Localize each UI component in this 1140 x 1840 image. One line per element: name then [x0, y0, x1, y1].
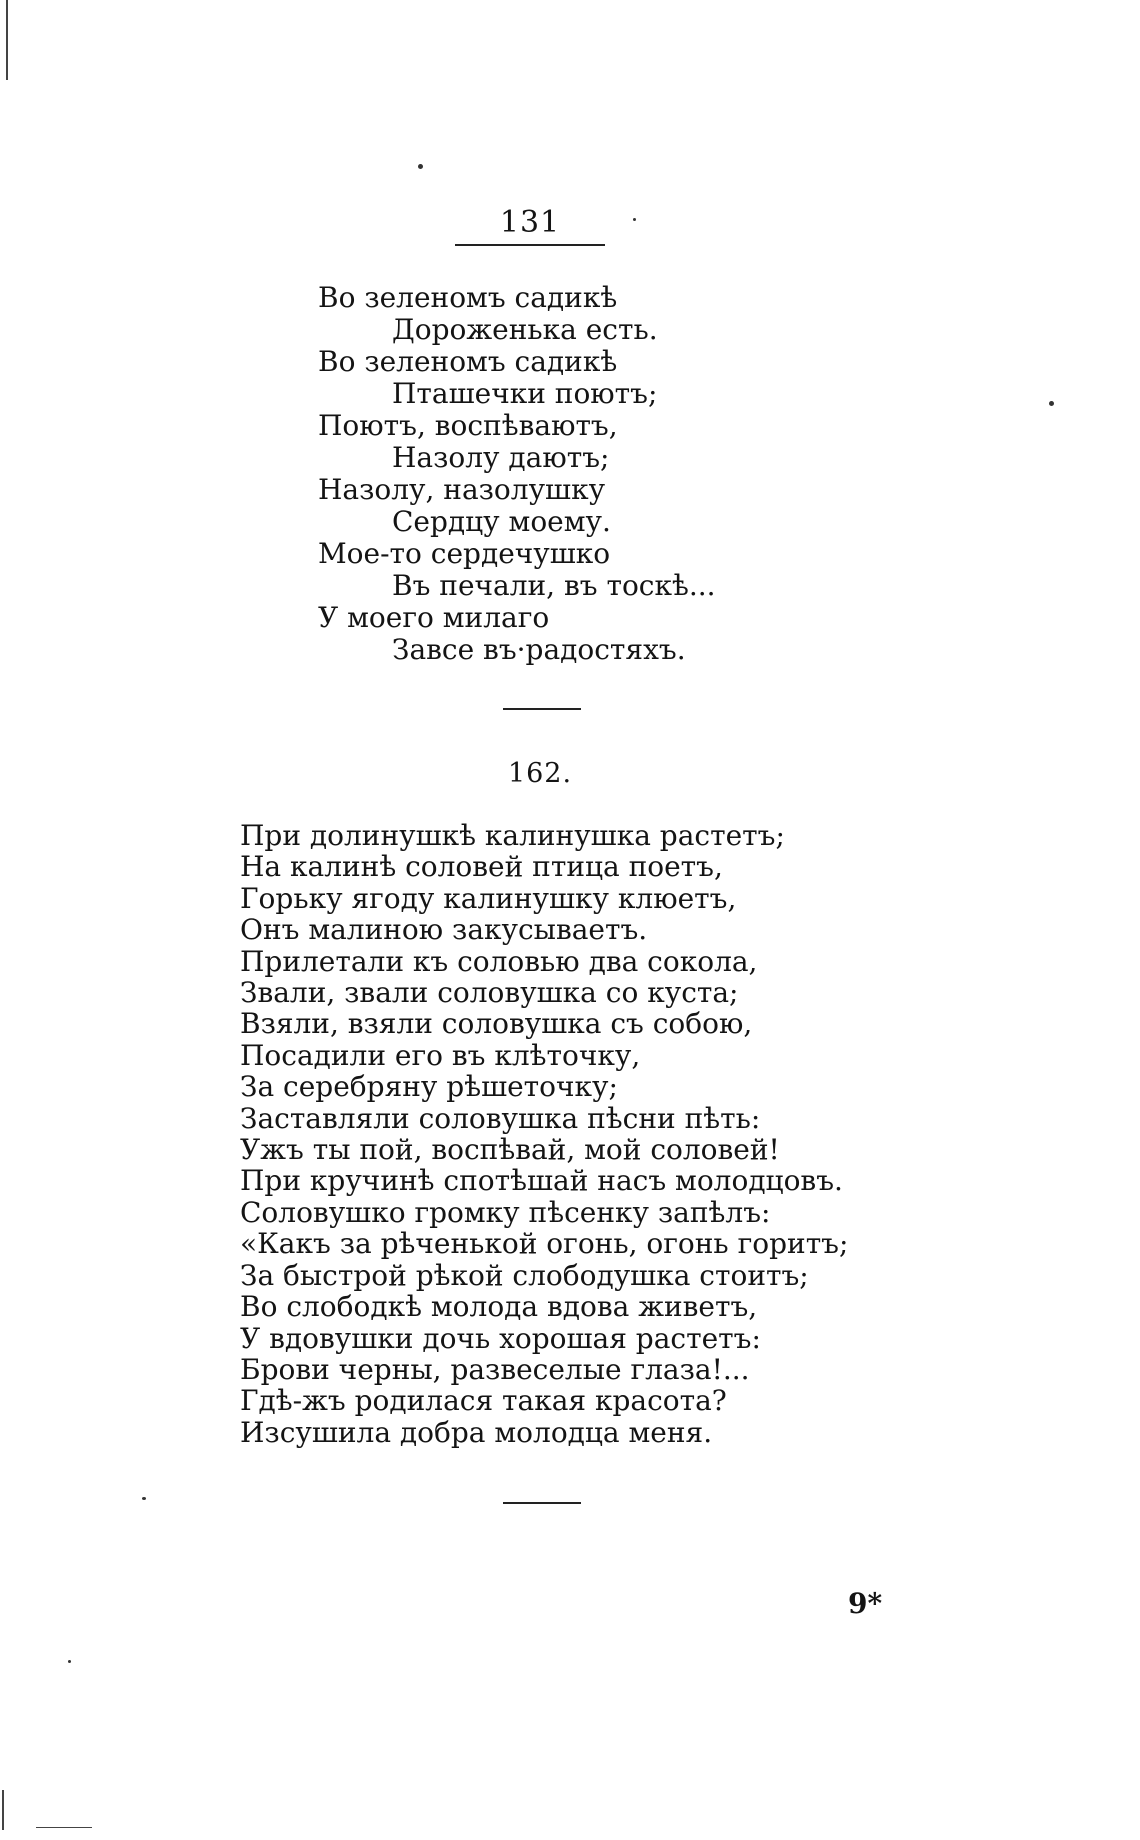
poem-line: Звали, звали соловушка со куста; [240, 976, 739, 1010]
poem-line: Завсе въ·радостяхъ. [392, 633, 686, 666]
poem-number: 162. [507, 758, 573, 789]
page-number-rule [455, 244, 605, 246]
poem-line: Ужъ ты пой, воспѣвай, мой соловей! [240, 1133, 780, 1167]
poem-line: Поютъ, воспѣваютъ, [318, 409, 618, 442]
poem-line: Во зеленомъ садикѣ [318, 345, 618, 378]
poem-line: При кручинѣ спотѣшай насъ молодцовъ. [240, 1164, 843, 1198]
poem-line: Посадили его въ клѣточку, [240, 1038, 641, 1072]
poem-line: За серебряну рѣшеточку; [240, 1070, 618, 1104]
poem-line: Пташечки поютъ; [392, 377, 658, 410]
scan-edge-mark [2, 1790, 4, 1830]
poem-line: Изсушила добра молодца меня. [240, 1415, 713, 1449]
poem-line: Во слободкѣ молода вдова живетъ, [240, 1290, 758, 1324]
poem-2-stanza [240, 820, 848, 1448]
poem-line: Дороженька есть. [392, 313, 658, 346]
section-divider [503, 1502, 581, 1504]
scan-speck [142, 1497, 146, 1500]
poem-line: Сердцу моему. [392, 505, 611, 538]
poem-line: У моего милаго [318, 601, 550, 634]
poem-line: Онъ малиною закусываетъ. [240, 913, 648, 947]
scan-edge-mark [6, 0, 8, 80]
poem-line: За быстрой рѣкой слободушка стоитъ; [240, 1258, 809, 1292]
poem-line: Заставляли соловушка пѣсни пѣть: [240, 1101, 761, 1135]
poem-line: Горьку ягоду калинушку клюетъ, [240, 881, 737, 915]
poem-line: Гдѣ-жъ родилася такая красота? [240, 1384, 727, 1418]
poem-line: «Какъ за рѣченькой огонь, огонь горитъ; [240, 1227, 849, 1261]
poem-line: Соловушко громку пѣсенку запѣлъ: [240, 1195, 771, 1229]
poem-line: Брови черны, развеселые глаза!... [240, 1352, 750, 1386]
poem-line: Во зеленомъ садикѣ [318, 281, 618, 314]
printer-signature-mark: 9* [848, 1587, 883, 1620]
poem-line: Взяли, взяли соловушка съ собою, [240, 1007, 753, 1041]
scan-speck [68, 1660, 71, 1663]
poem-line: Назолу даютъ; [392, 441, 610, 474]
poem-line: На калинѣ соловей птица поетъ, [240, 850, 723, 884]
scan-edge-mark [36, 1827, 92, 1828]
poem-line: У вдовушки дочь хорошая растетъ: [240, 1321, 761, 1355]
poem-line: Прилетали къ соловью два сокола, [240, 944, 758, 978]
poem-line: Мое-то сердечушко [318, 537, 611, 570]
scan-speck [1049, 401, 1054, 406]
section-divider [503, 708, 581, 710]
scan-speck [633, 218, 636, 221]
scan-speck [418, 164, 423, 169]
poem-line: Назолу, назолушку [318, 473, 606, 506]
page-number: 131 [499, 205, 561, 240]
poem-line: Въ печали, въ тоскѣ... [392, 569, 716, 602]
poem-1-stanza [318, 282, 716, 666]
poem-line: При долинушкѣ калинушка растетъ; [240, 819, 785, 852]
